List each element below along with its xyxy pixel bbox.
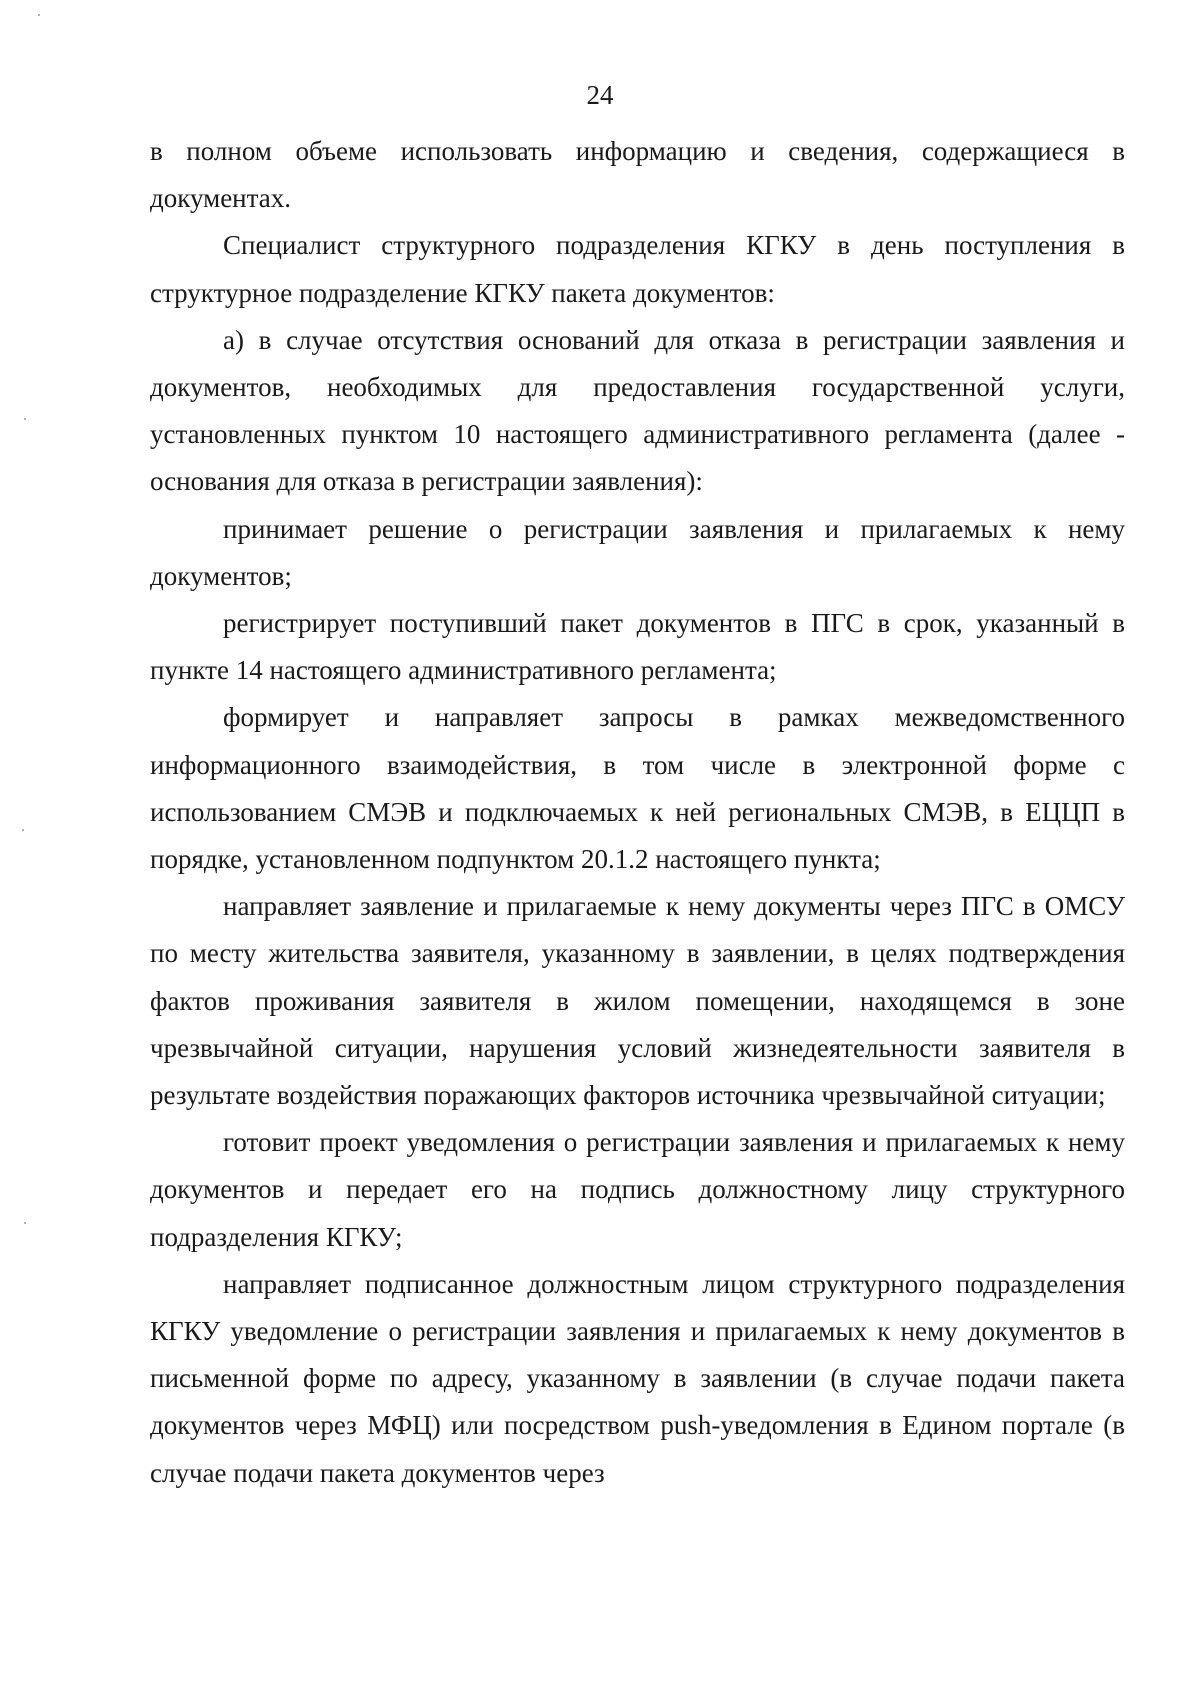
paragraph-prepares-notice: готовит проект уведомления о регистрации заявления и прилагаемых к нему документов и передает его на подпись должностному лицу структурного подразделения КГКУ; (150, 1127, 1125, 1252)
document-body (150, 128, 1125, 1497)
paragraph-requests: формирует и направляет запросы в рамках межведомственного информационного взаимодействия, в том числе в электронной форме с использованием СМЭВ и подключаемых к ней региональных СМЭВ, в ЕЦЦП в порядке, установленном подпунктом 20.1.2 настоящего пункта; (150, 702, 1125, 875)
paragraph-decision: принимает решение о регистрации заявления и прилагаемых к нему документов; (150, 513, 1125, 591)
paragraph-sends-omsu: направляет заявление и прилагаемые к нему документы через ПГС в ОМСУ по месту жительства заявителя, указанному в заявлении, в целях подтверждения фактов проживания заявителя в жилом помещении, находящемся в зоне чрезвычайной ситуации, нарушения условий жизнедеятельности заявителя в результате воздействия поражающих факторов источника чрезвычайной ситуации; (150, 891, 1125, 1111)
page-number: 24 (586, 80, 614, 110)
paragraph-registers: регистрирует поступивший пакет документов в ПГС в срок, указанный в пункте 14 настоящего административного регламента; (150, 608, 1125, 686)
scan-speck (38, 14, 40, 16)
scan-speck (24, 418, 26, 420)
paragraph-case-a: а) в случае отсутствия оснований для отказа в регистрации заявления и документов, необходимых для предоставления государственной услуги, установленных пунктом 10 настоящего административного регламента (далее - основания для отказа в регистрации заявления): (150, 324, 1125, 497)
paragraph-specialist: Специалист структурного подразделения КГКУ в день поступления в структурное подразделение КГКУ пакета документов: (150, 230, 1125, 308)
scan-speck (22, 829, 24, 831)
scan-speck (24, 1222, 26, 1224)
paragraph-continuation: в полном объеме использовать информацию и сведения, содержащиеся в документах. (150, 136, 1125, 214)
paragraph-sends-notice: направляет подписанное должностным лицом структурного подразделения КГКУ уведомление о регистрации заявления и прилагаемых к нему документов в письменной форме по адресу, указанному в заявлении (в случае подачи пакета документов через МФЦ) или посредством push-уведомления в Едином портале (в случае подачи пакета документов через (150, 1268, 1125, 1488)
